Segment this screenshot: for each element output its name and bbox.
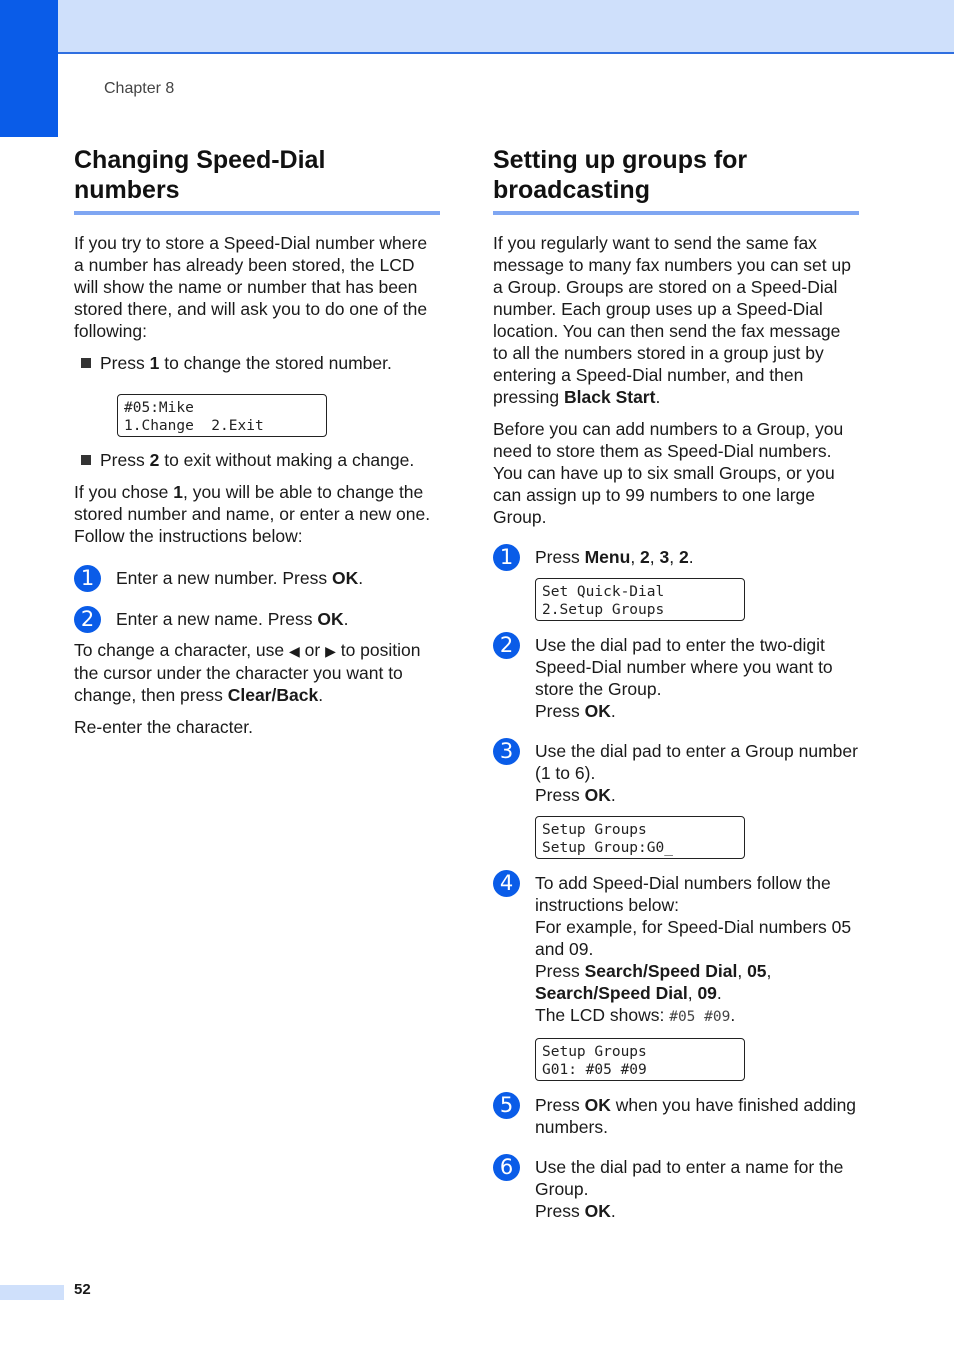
right-before-paragraph: Before you can add numbers to a Group, you need to store them as Speed-Dial numbers. You can have up to six small Groups, or you can assign up to 99 numbers to one large Group. [493, 419, 844, 527]
bullet-square-icon [81, 455, 91, 465]
step-number-icon: 3 [493, 738, 520, 765]
right-intro: If you regularly want to send the same fax message to many fax numbers you can set up a Group. Groups are stored on a Speed-Dial number. Each group uses up a Speed-Dial location. You can then send the fax message to all the numbers stored in a group just by entering a Speed-Dial number, and then pressing Black Start. [493, 233, 851, 407]
bullet-press-1: Press 1 to change the stored number. [74, 352, 440, 374]
left-heading: Changing Speed-Dial numbers [74, 145, 440, 215]
right-step-3: 3 Use the dial pad to enter a Group number (1 to 6). Press OK. [493, 740, 859, 806]
page-number: 52 [74, 1281, 91, 1298]
lcd-display-setup-group: Setup Groups Setup Group:G0_ [535, 816, 745, 859]
step-number-icon: 1 [493, 544, 520, 571]
left-chose-paragraph: If you chose 1, you will be able to change the stored number and name, or enter a new one. Follow the instructions below: [74, 482, 431, 546]
chapter-tab [0, 0, 58, 137]
header-band [0, 0, 954, 54]
left-reenter: Re-enter the character. [74, 717, 253, 737]
step-number-icon: 1 [74, 565, 101, 592]
lcd-display-group-numbers: Setup Groups G01: #05 #09 [535, 1038, 745, 1081]
right-column [493, 145, 859, 1222]
lcd-display-change: #05:Mike 1.Change 2.Exit [117, 394, 327, 437]
left-column [74, 145, 440, 738]
bullet-press-2: Press 2 to exit without making a change. [74, 449, 440, 471]
lcd-display-quick-dial: Set Quick-Dial 2.Setup Groups [535, 578, 745, 621]
right-step-1: 1 Press Menu, 2, 3, 2. [493, 546, 859, 568]
step-number-icon: 4 [493, 870, 520, 897]
left-intro: If you try to store a Speed-Dial number where a number has already been stored, the LCD will show the name or number that has been stored there, and will ask you to do one of the following: [74, 233, 428, 341]
left-step-2: 2 Enter a new name. Press OK. [74, 608, 440, 630]
bullet-square-icon [81, 358, 91, 368]
right-heading: Setting up groups for broadcasting [493, 145, 859, 215]
step-number-icon: 2 [493, 632, 520, 659]
step-number-icon: 2 [74, 606, 101, 633]
left-change-paragraph: To change a character, use ◀ or ▶ to position the cursor under the character you want to change, then press Clear/Back. [74, 640, 421, 705]
left-arrow-icon: ◀ [289, 643, 300, 659]
right-step-6: 6 Use the dial pad to enter a name for the Group. Press OK. [493, 1156, 859, 1222]
step-number-icon: 6 [493, 1154, 520, 1181]
right-step-2: 2 Use the dial pad to enter the two-digit Speed-Dial number where you want to store the Group. Press OK. [493, 634, 859, 722]
right-step-4: 4 To add Speed-Dial numbers follow the instructions below: For example, for Speed-Dial numbers 05 and 09. Press Search/Speed Dial, 05, Search/Speed Dial, 09. The LCD shows: #05 #09. [493, 872, 859, 1028]
step-number-icon: 5 [493, 1092, 520, 1119]
right-step-5: 5 Press OK when you have finished adding numbers. [493, 1094, 859, 1138]
footer-band [0, 1285, 64, 1300]
right-arrow-icon: ▶ [325, 643, 336, 659]
left-step-1: 1 Enter a new number. Press OK. [74, 567, 440, 589]
chapter-label: Chapter 8 [104, 80, 175, 97]
